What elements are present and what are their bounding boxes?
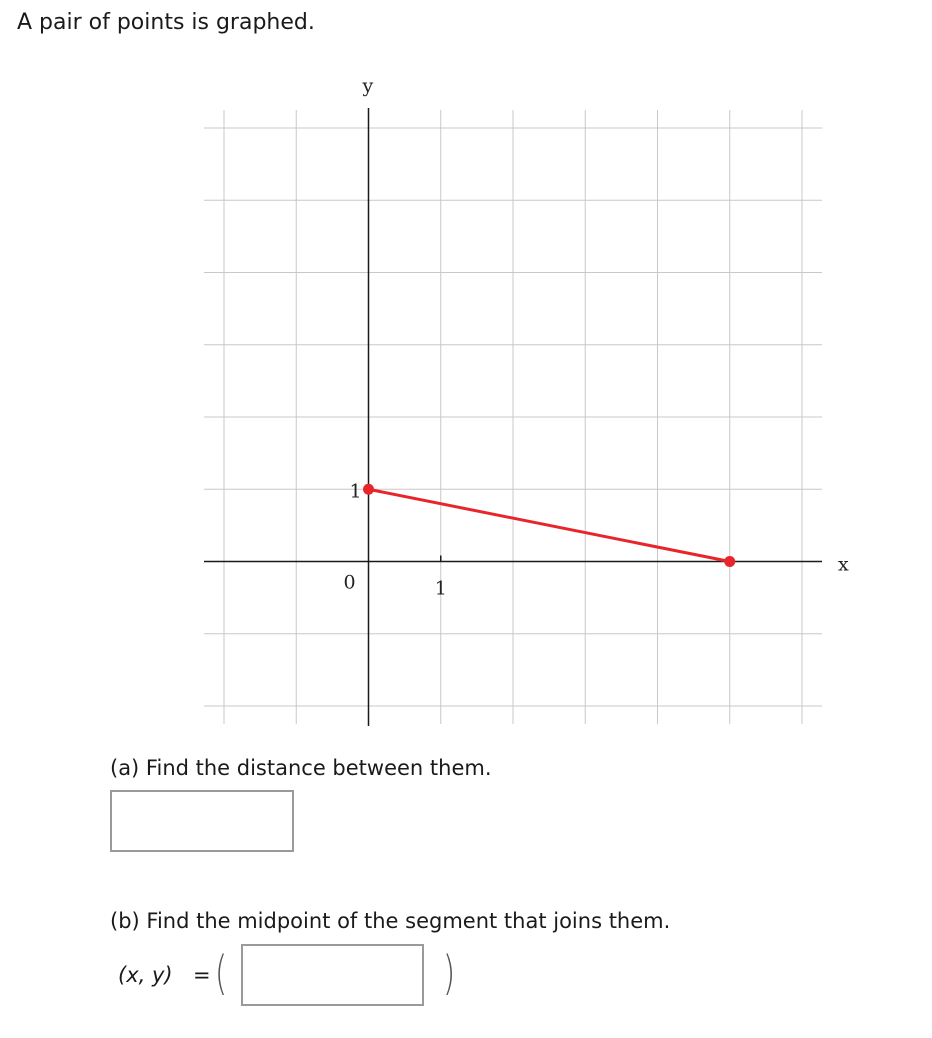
- grid: [204, 110, 822, 724]
- equals-sign: =: [193, 963, 211, 987]
- segment-line: [369, 489, 730, 561]
- data-point-2: [724, 556, 735, 567]
- midpoint-label: (x, y): [118, 963, 173, 987]
- midpoint-input[interactable]: [241, 944, 424, 1006]
- distance-input[interactable]: [110, 790, 294, 852]
- data-point-1: [363, 484, 374, 495]
- tick-label-origin: 0: [343, 571, 356, 594]
- question-b: (b) Find the midpoint of the segment that joins them.: [110, 909, 671, 933]
- x-axis-label: x: [838, 553, 849, 576]
- close-paren: ): [442, 946, 456, 1000]
- y-axis-label: y: [362, 75, 374, 97]
- intro-text: A pair of points is graphed.: [17, 10, 315, 35]
- tick-label-x-1: 1: [434, 577, 447, 600]
- question-a: (a) Find the distance between them.: [110, 756, 492, 780]
- tick-label-y-1: 1: [349, 480, 362, 503]
- open-paren: (: [214, 946, 228, 1000]
